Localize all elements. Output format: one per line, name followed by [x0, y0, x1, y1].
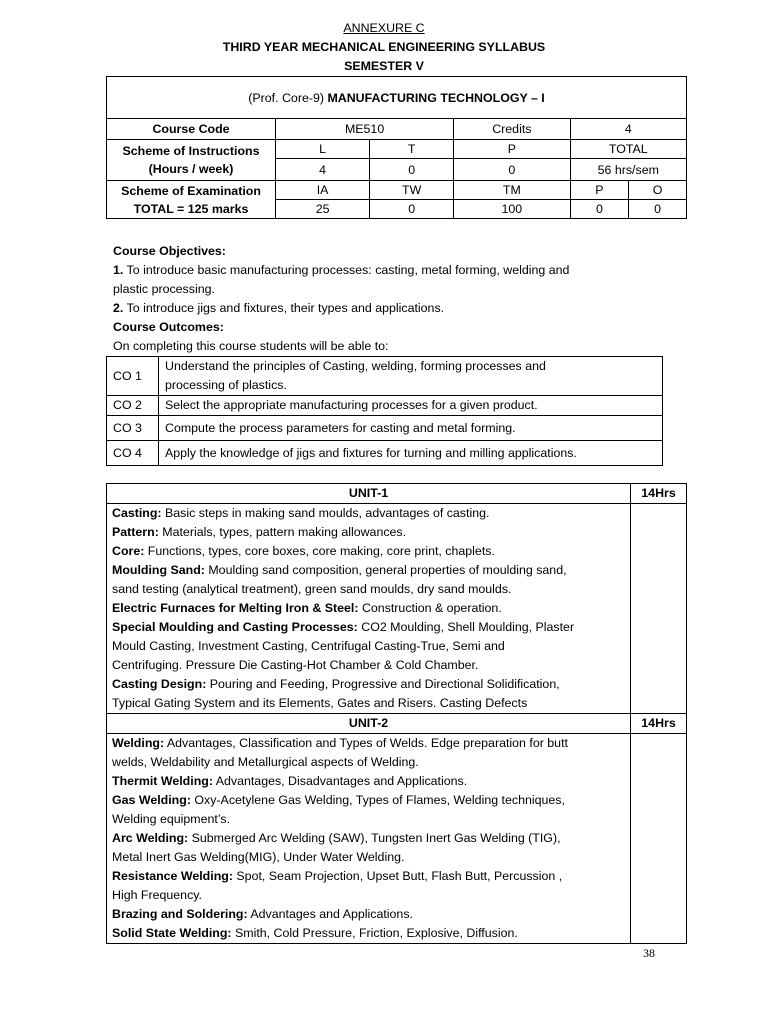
course-title-cell: [107, 77, 687, 119]
course-outcomes-table: [106, 356, 663, 466]
unit-1-hours-spacer: [631, 504, 687, 714]
unit-topic-line: Thermit Welding: Advantages, Disadvantages and Applications.: [112, 774, 468, 788]
objectives-heading: Course Objectives:: [113, 244, 226, 258]
unit-topic-heading: Electric Furnaces for Melting Iron & Steel:: [112, 601, 359, 615]
unit-topic-line: Resistance Welding: Spot, Seam Projection, Upset Butt, Flash Butt, Percussion ,: [112, 869, 563, 883]
unit-1-title: UNIT-1: [107, 484, 631, 504]
exam-header-tw: TW: [370, 181, 454, 200]
unit-1-hours: 14Hrs: [631, 484, 687, 504]
credits-label: Credits: [454, 119, 570, 140]
instr-value-total: 56 hrs/sem: [570, 159, 686, 181]
exam-header-o: O: [629, 181, 687, 200]
unit-topic-line: Pattern: Materials, types, pattern making allowances.: [112, 525, 407, 539]
unit-topic-line: Electric Furnaces for Melting Iron & Steel: Construction & operation.: [112, 601, 502, 615]
exam-header-p: P: [570, 181, 629, 200]
exam-value-o: 0: [629, 200, 687, 219]
unit-topic-line: Gas Welding: Oxy-Acetylene Gas Welding, Types of Flames, Welding techniques,: [112, 793, 565, 807]
exam-header-ia: IA: [276, 181, 370, 200]
outcome-code: CO 4: [107, 441, 159, 466]
unit-topic-heading: Welding:: [112, 736, 165, 750]
instr-value-p: 0: [454, 159, 570, 181]
unit-1-body: [107, 504, 631, 714]
instr-value-l: 4: [276, 159, 370, 181]
unit-topic-line: welds, Weldability and Metallurgical aspects of Welding.: [112, 755, 419, 769]
unit-topic-heading: Solid State Welding:: [112, 926, 232, 940]
unit-topic-line: Mould Casting, Investment Casting, Centrifugal Casting-True, Semi and: [112, 639, 505, 653]
unit-topic-line: Moulding Sand: Moulding sand composition, general properties of moulding sand,: [112, 563, 567, 577]
outcome-code: CO 3: [107, 416, 159, 441]
outcome-text: Select the appropriate manufacturing processes for a given product.: [159, 396, 663, 416]
outcomes-heading: Course Outcomes:: [113, 320, 224, 334]
objective-2: 2. To introduce jigs and fixtures, their types and applications.: [113, 301, 445, 315]
outcome-row: [107, 416, 663, 441]
unit-topic-heading: Arc Welding:: [112, 831, 189, 845]
exam-value-ia: 25: [276, 200, 370, 219]
outcome-text: Understand the principles of Casting, welding, forming processes and processing of plastics.: [159, 357, 663, 396]
unit-2-body: [107, 734, 631, 944]
unit-topic-heading: Casting Design:: [112, 677, 207, 691]
unit-topic-heading: Moulding Sand:: [112, 563, 205, 577]
unit-topic-line: Typical Gating System and its Elements, Gates and Risers. Casting Defects: [112, 696, 528, 710]
units-table: [106, 483, 687, 944]
objective-1: 1. To introduce basic manufacturing processes: casting, metal forming, welding and: [113, 263, 570, 277]
exam-value-p: 0: [570, 200, 629, 219]
unit-topic-heading: Pattern:: [112, 525, 159, 539]
instructions-label: Scheme of Instructions (Hours / week): [107, 140, 276, 181]
unit-topic-heading: Core:: [112, 544, 145, 558]
unit-topic-line: Centrifuging. Pressure Die Casting-Hot Chamber & Cold Chamber.: [112, 658, 479, 672]
exam-value-tm: 100: [454, 200, 570, 219]
unit-2-title: UNIT-2: [107, 714, 631, 734]
annexure-label: ANNEXURE C: [343, 21, 425, 35]
outcome-text: Apply the knowledge of jigs and fixtures for turning and milling applications.: [159, 441, 663, 466]
unit-topic-line: sand testing (analytical treatment), green sand moulds, dry sand moulds.: [112, 582, 512, 596]
instr-header-p: P: [454, 140, 570, 159]
unit-topic-heading: Gas Welding:: [112, 793, 191, 807]
course-code-label: Course Code: [107, 119, 276, 140]
course-title: MANUFACTURING TECHNOLOGY – I: [327, 90, 545, 105]
unit-topic-line: Casting Design: Pouring and Feeding, Progressive and Directional Solidification,: [112, 677, 560, 691]
credits-value: 4: [570, 119, 686, 140]
unit-2-hours: 14Hrs: [631, 714, 687, 734]
unit-topic-heading: Thermit Welding:: [112, 774, 213, 788]
unit-topic-line: Solid State Welding: Smith, Cold Pressure, Friction, Explosive, Diffusion.: [112, 926, 518, 940]
outcome-row: [107, 357, 663, 396]
syllabus-title: THIRD YEAR MECHANICAL ENGINEERING SYLLABUS: [222, 40, 546, 54]
outcome-code: CO 2: [107, 396, 159, 416]
course-info-table: [106, 76, 687, 219]
outcome-row: [107, 441, 663, 466]
instr-header-total: TOTAL: [570, 140, 686, 159]
instr-value-t: 0: [370, 159, 454, 181]
unit-topic-heading: Casting:: [112, 506, 162, 520]
unit-topic-line: Core: Functions, types, core boxes, core making, core print, chaplets.: [112, 544, 495, 558]
unit-topic-line: Welding equipment’s.: [112, 812, 231, 826]
objective-1-cont: plastic processing.: [113, 282, 215, 296]
unit-topic-line: Arc Welding: Submerged Arc Welding (SAW), Tungsten Inert Gas Welding (TIG),: [112, 831, 561, 845]
unit-topic-line: Special Moulding and Casting Processes: CO2 Moulding, Shell Moulding, Plaster: [112, 620, 575, 634]
unit-topic-line: Casting: Basic steps in making sand moulds, advantages of casting.: [112, 506, 490, 520]
outcomes-intro: On completing this course students will be able to:: [113, 339, 389, 353]
page-number: 38: [643, 946, 655, 960]
unit-topic-heading: Resistance Welding:: [112, 869, 233, 883]
instr-header-l: L: [276, 140, 370, 159]
course-title-prefix: (Prof. Core-9): [248, 90, 328, 105]
outcome-code: CO 1: [107, 357, 159, 396]
outcome-text: Compute the process parameters for casting and metal forming.: [159, 416, 663, 441]
course-code: ME510: [276, 119, 454, 140]
exam-label: Scheme of Examination TOTAL = 125 marks: [107, 181, 276, 219]
instr-header-t: T: [370, 140, 454, 159]
unit-topic-heading: Special Moulding and Casting Processes:: [112, 620, 358, 634]
outcome-row: [107, 396, 663, 416]
unit-topic-line: Welding: Advantages, Classification and Types of Welds. Edge preparation for butt: [112, 736, 568, 750]
semester-title: SEMESTER V: [344, 59, 424, 73]
unit-topic-line: High Frequency.: [112, 888, 202, 902]
unit-topic-heading: Brazing and Soldering:: [112, 907, 248, 921]
unit-2-hours-spacer: [631, 734, 687, 944]
unit-topic-line: Brazing and Soldering: Advantages and Applications.: [112, 907, 413, 921]
unit-topic-line: Metal Inert Gas Welding(MIG), Under Water Welding.: [112, 850, 405, 864]
exam-value-tw: 0: [370, 200, 454, 219]
course-objectives: [113, 242, 653, 356]
exam-header-tm: TM: [454, 181, 570, 200]
